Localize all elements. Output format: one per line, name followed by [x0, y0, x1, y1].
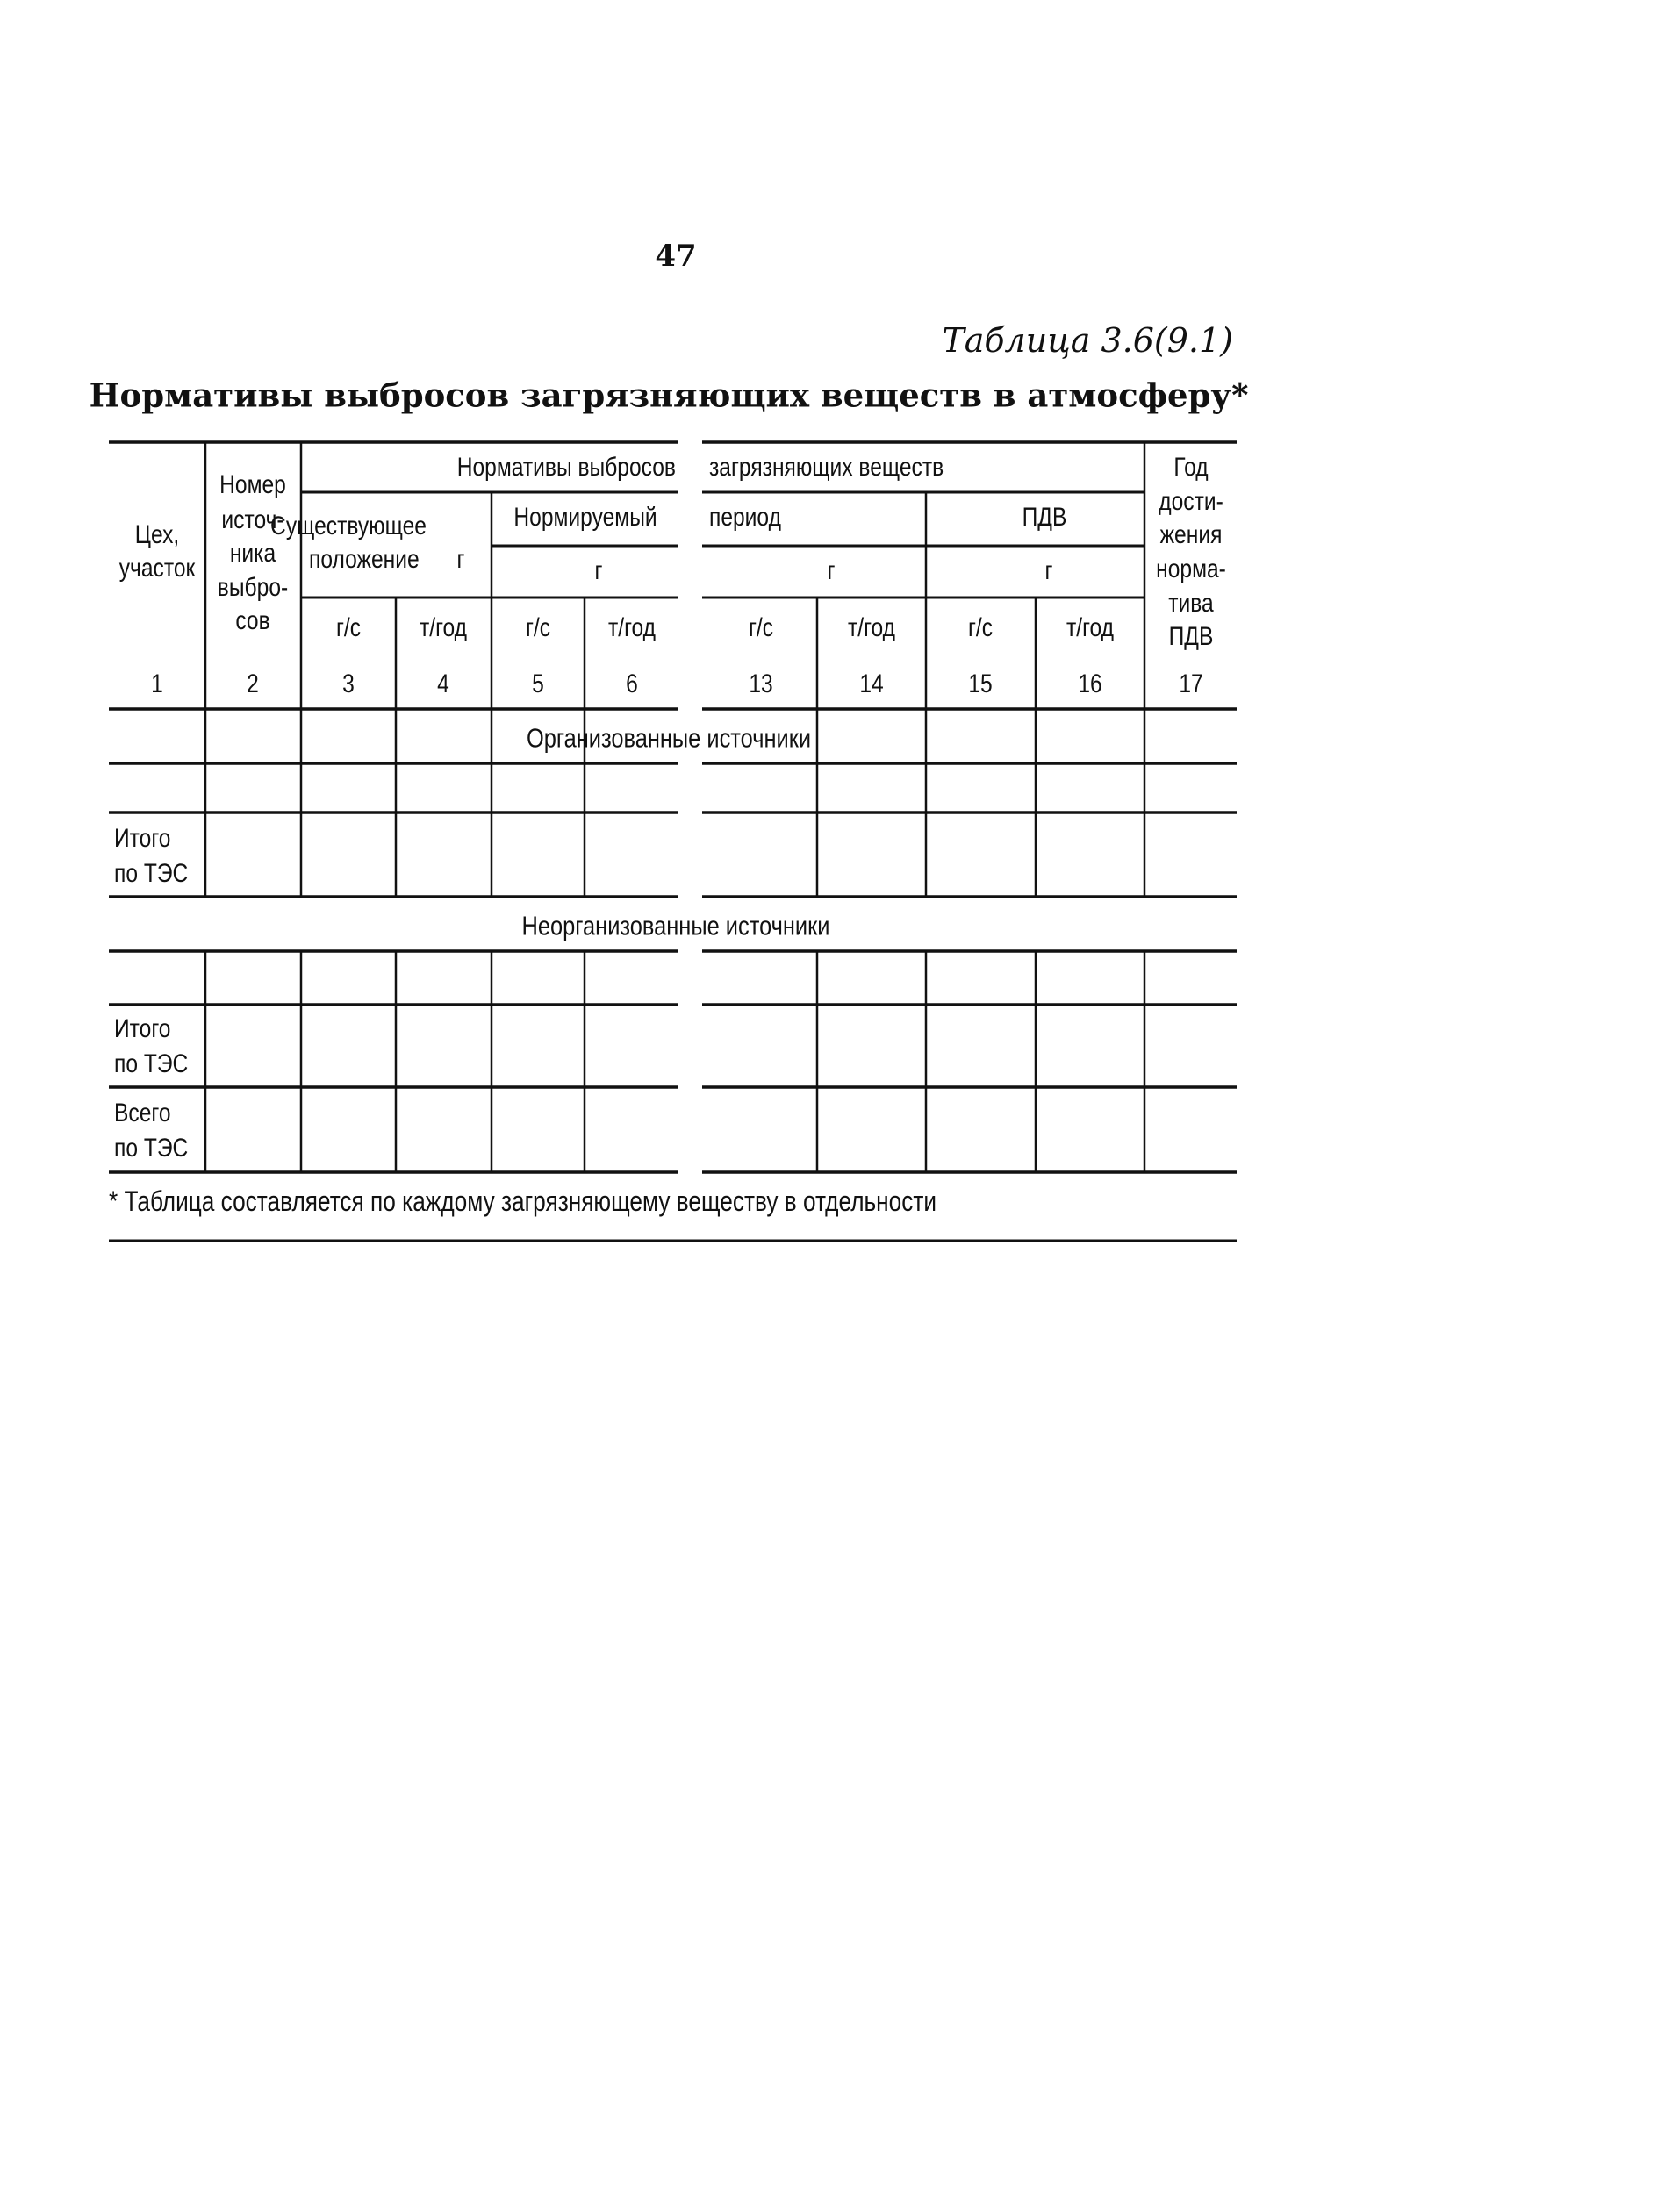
unit-label: г/с — [335, 613, 362, 642]
unit-label: г/с — [967, 613, 994, 642]
header-col17-line1: Год — [1173, 453, 1209, 482]
header-col17-line5: тива — [1168, 589, 1214, 618]
table-title: Нормативы выбросов загрязняющих веществ в атмосферу* — [89, 376, 1249, 415]
row-label-total-line2: по ТЭС — [114, 1049, 189, 1078]
unit-label: т/год — [607, 613, 657, 642]
header-normed-unit: г — [594, 556, 603, 585]
page-number: 47 — [655, 239, 697, 274]
column-number: 17 — [1179, 669, 1203, 698]
row-label-grand-total-line2: по ТЭС — [114, 1134, 189, 1163]
section-title-organized: Организованные источники — [526, 722, 812, 754]
header-col1-line2: участок — [118, 554, 196, 583]
unit-label: г/с — [748, 613, 774, 642]
header-period: период — [709, 503, 781, 532]
column-number: 5 — [532, 669, 544, 698]
header-col17-line6: ПДВ — [1168, 622, 1214, 651]
column-number: 13 — [749, 669, 773, 698]
header-col17-line2: дости- — [1159, 487, 1223, 516]
unit-label: т/год — [847, 613, 896, 642]
column-number: 2 — [247, 669, 259, 698]
column-number: 4 — [437, 669, 449, 698]
header-col2-line3: ника — [229, 539, 276, 568]
table-label: Таблица 3.6(9.1) — [942, 321, 1233, 360]
header-normed: Нормируемый — [513, 503, 657, 532]
header-col17-line3: жения — [1159, 520, 1223, 549]
header-group-right: загрязняющих веществ — [709, 453, 944, 482]
column-number: 15 — [968, 669, 993, 698]
header-existing-line2: положение — [309, 545, 420, 574]
row-label-total-line2: по ТЭС — [114, 859, 189, 888]
header-pdv-unit: г — [1044, 556, 1053, 585]
header-col2-line4: выбро- — [217, 573, 289, 602]
header-period-unit: г — [827, 556, 836, 585]
column-number: 3 — [342, 669, 355, 698]
section-title-unorganized: Неорганизованные источники — [521, 910, 830, 941]
header-group-left: Нормативы выбросов — [456, 453, 676, 482]
header-col1-line1: Цех, — [134, 520, 180, 549]
footnote: * Таблица составляется по каждому загрязняющему веществу в отдельности — [109, 1185, 937, 1217]
header-col2-line2: источ- — [221, 505, 284, 534]
unit-label: т/год — [419, 613, 468, 642]
header-pdv: ПДВ — [1022, 503, 1067, 532]
header-col2-line5: сов — [235, 606, 270, 635]
column-number: 6 — [626, 669, 638, 698]
column-number: 1 — [151, 669, 163, 698]
unit-label: т/год — [1066, 613, 1115, 642]
header-col17-line4: норма- — [1156, 555, 1226, 583]
header-existing-unit: г — [456, 545, 465, 574]
row-label-grand-total: Всего — [114, 1099, 171, 1127]
column-number: 16 — [1078, 669, 1102, 698]
unit-label: г/с — [525, 613, 551, 642]
header-existing: Существующее — [270, 512, 427, 540]
header-col2-line1: Номер — [219, 470, 286, 499]
column-number: 14 — [859, 669, 884, 698]
row-label-total: Итого — [114, 824, 171, 853]
row-label-total: Итого — [114, 1014, 171, 1043]
